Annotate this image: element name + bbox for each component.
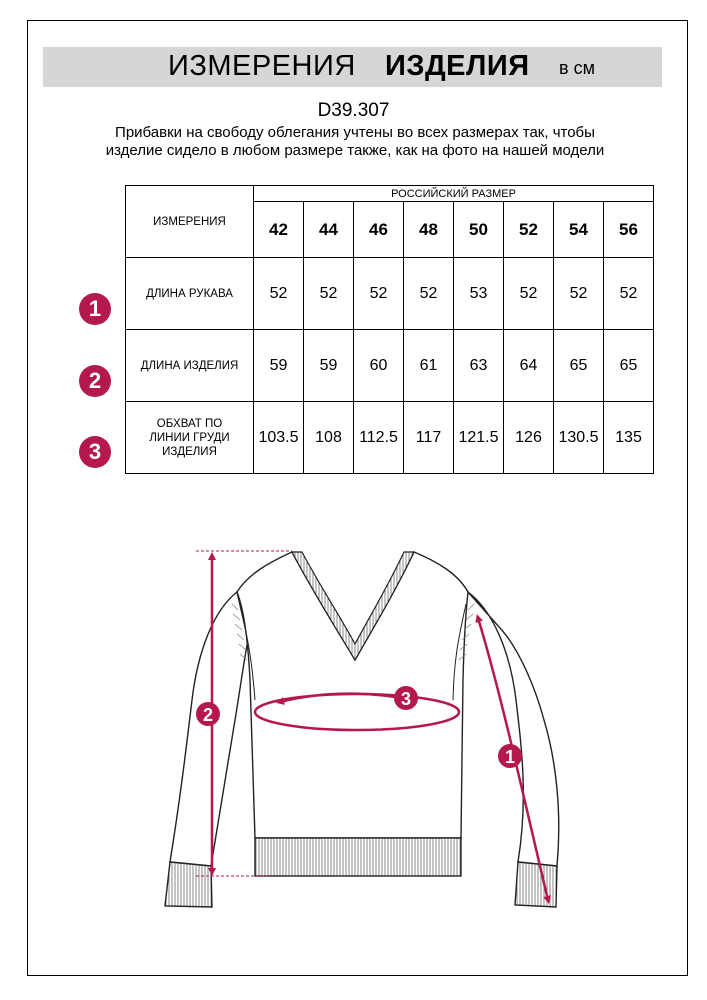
size-cell: 42 xyxy=(254,202,304,258)
row-label-sleeve-length: ДЛИНА РУКАВА xyxy=(126,258,254,330)
row-marker-3: 3 xyxy=(79,436,111,468)
row-marker-2: 2 xyxy=(79,365,111,397)
value-cell: 52 xyxy=(504,258,554,330)
diagram-marker-2-label: 2 xyxy=(202,705,214,725)
sweater-left-sleeve xyxy=(170,592,248,866)
value-cell: 61 xyxy=(404,330,454,402)
row-label-chest-girth: ОБХВАТ ПО ЛИНИИ ГРУДИ ИЗДЕЛИЯ xyxy=(126,402,254,474)
sweater-left-cuff xyxy=(165,862,212,907)
diagram-marker-1 xyxy=(498,744,522,768)
corner-label: ИЗМЕРЕНИЯ xyxy=(126,186,254,258)
title-product: ИЗДЕЛИЯ xyxy=(385,50,530,82)
value-cell: 60 xyxy=(354,330,404,402)
value-cell: 65 xyxy=(554,330,604,402)
sweater-right-cuff xyxy=(515,862,557,907)
diagram-marker-3 xyxy=(394,686,418,710)
title-unit: в см xyxy=(559,58,595,78)
size-cell: 46 xyxy=(354,202,404,258)
fit-note: Прибавки на свободу облегания учтены во всех размерах так, чтобы изделие сидело в любом размере также, как на фото на нашей модели xyxy=(105,124,605,159)
value-cell: 52 xyxy=(304,258,354,330)
size-cell: 48 xyxy=(404,202,454,258)
value-cell: 52 xyxy=(354,258,404,330)
row-label-garment-length: ДЛИНА ИЗДЕЛИЯ xyxy=(126,330,254,402)
value-cell: 65 xyxy=(604,330,654,402)
diagram-marker-1-label: 1 xyxy=(504,747,516,767)
size-cell: 52 xyxy=(504,202,554,258)
value-cell: 103.5 xyxy=(254,402,304,474)
value-cell: 52 xyxy=(604,258,654,330)
diagram-marker-2 xyxy=(196,702,220,726)
value-cell: 126 xyxy=(504,402,554,474)
sweater-hem xyxy=(255,838,461,876)
row-marker-1: 1 xyxy=(79,293,111,325)
value-cell: 64 xyxy=(504,330,554,402)
size-cell: 44 xyxy=(304,202,354,258)
value-cell: 108 xyxy=(304,402,354,474)
size-header: РОССИЙСКИЙ РАЗМЕР xyxy=(254,186,654,202)
size-cell: 50 xyxy=(454,202,504,258)
value-cell: 59 xyxy=(304,330,354,402)
title-measurements: ИЗМЕРЕНИЯ xyxy=(168,50,356,82)
value-cell: 130.5 xyxy=(554,402,604,474)
diagram-marker-3-label: 3 xyxy=(400,689,412,709)
value-cell: 63 xyxy=(454,330,504,402)
value-cell: 59 xyxy=(254,330,304,402)
size-cell: 54 xyxy=(554,202,604,258)
product-code: D39.307 xyxy=(317,100,390,121)
value-cell: 117 xyxy=(404,402,454,474)
value-cell: 121.5 xyxy=(454,402,504,474)
value-cell: 52 xyxy=(404,258,454,330)
value-cell: 135 xyxy=(604,402,654,474)
value-cell: 52 xyxy=(254,258,304,330)
size-cell: 56 xyxy=(604,202,654,258)
value-cell: 53 xyxy=(454,258,504,330)
value-cell: 112.5 xyxy=(354,402,404,474)
value-cell: 52 xyxy=(554,258,604,330)
